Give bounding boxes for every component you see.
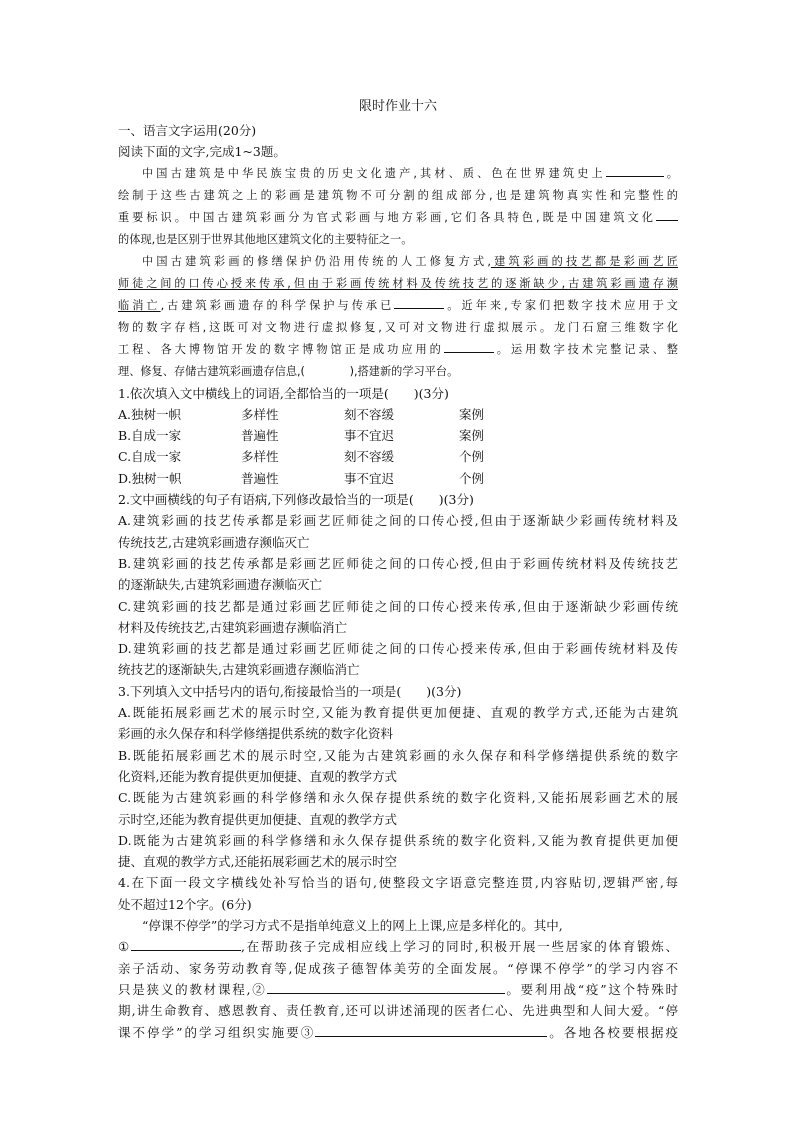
- question-stem: 2.文中画横线的句子有语病,下列修改最恰当的一项是( )(3分): [118, 492, 474, 508]
- option-d-line[interactable]: D.建筑彩画的技艺都是通过彩画艺匠师徒之间的口传心授来传承,但由于彩画传统材料及传: [118, 641, 678, 657]
- q4-text-line: “停课不停学”的学习方式不是指单纯意义上的网上上课,应是多样化的。其中,: [142, 918, 563, 934]
- q4-text-line: [118, 936, 678, 957]
- option-cell: B.自成一家: [118, 428, 182, 444]
- option-b-line[interactable]: 化资料,还能为教育提供更加便捷、直观的教学方式: [118, 768, 397, 784]
- option-b-line[interactable]: 的逐渐缺失,古建筑彩画遗存濒临灭亡: [118, 577, 322, 593]
- option-row-c[interactable]: [118, 446, 678, 467]
- passage-line: 理、修复、存储古建筑彩画遗存信息,( ),搭建新的学习平台。: [118, 364, 459, 378]
- blank-marker: ②: [250, 981, 267, 997]
- q4-text: 课不停学”的学习组织实施要: [118, 1024, 301, 1040]
- option-b-line[interactable]: B.既能拓展彩画艺术的展示时空,又能为古建筑彩画的永久保存和科学修缮提供系统的数字: [118, 747, 678, 763]
- passage-text: 。: [663, 166, 678, 180]
- option-cell: C.自成一家: [118, 449, 182, 465]
- question-stem: 3.下列填入文中括号内的语句,衔接最恰当的一项是( )(3分): [118, 683, 462, 699]
- option-a-line[interactable]: A.建筑彩画的技艺传承都是彩画艺匠师徒之间的口传心授,但由于逐渐缺少彩画传统材料及: [118, 513, 678, 529]
- passage-text: 。近年来,专家们把数字技术应用于文: [444, 298, 678, 312]
- option-cell: 多样性: [241, 449, 279, 465]
- question-stem: 处不超过12个字。(6分): [118, 896, 252, 912]
- fill-blank: [656, 208, 678, 221]
- question-stem: 1.依次填入文中横线上的词语,全都恰当的一项是( )(3分): [118, 385, 449, 401]
- option-c-line[interactable]: C.既能为古建筑彩画的科学修缮和永久保存提供系统的数字化资料,又能拓展彩画艺术的展: [118, 790, 678, 806]
- q4-text: 只是狭义的教材课程,: [118, 981, 251, 997]
- q4-text-line: [118, 979, 678, 1000]
- passage-line: [118, 251, 678, 273]
- option-cell: 刻不容缓: [344, 449, 395, 465]
- passage-line: [118, 295, 678, 317]
- fill-blank: [606, 164, 664, 177]
- option-cell: 案例: [459, 428, 485, 444]
- passage-line: [118, 273, 678, 295]
- option-b-line[interactable]: B.建筑彩画的技艺传承都是彩画艺匠师徒之间的口传心授,但由于彩画传统材料及传统技艺: [118, 555, 678, 571]
- option-a-line[interactable]: 彩画的永久保存和科学修缮提供系统的数字化资料: [118, 726, 394, 742]
- q4-text-line: 期,讲生命教育、感恩教育、责任教育,还可以讲述涌现的医者仁心、先进典型和人间大爱。“停: [118, 1003, 678, 1019]
- reading-passage: [118, 163, 678, 383]
- answer-blank-1[interactable]: [131, 938, 241, 951]
- q4-text: ,在帮助孩子完成相应线上学习的同时,积极开展一些居家的体育锻炼、: [240, 939, 678, 955]
- passage-line: [118, 339, 678, 361]
- passage-text: 重要标识。中国古建筑彩画分为官式彩画与地方彩画,它们各具特色,既是中国建筑文化: [118, 210, 656, 224]
- question-2: [118, 489, 678, 681]
- passage-line: 物的数字存档,这既可对文物进行虚拟修复,又可对文物进行虚拟展示。龙门石窟三维数字化: [118, 320, 678, 334]
- option-a-line[interactable]: 传统技艺,古建筑彩画遗存濒临灭亡: [118, 534, 310, 550]
- passage-line: 绘制于这些古建筑之上的彩画是建筑物不可分割的组成部分,也是建筑物真实性和完整性的: [118, 188, 678, 202]
- option-cell: 普遍性: [241, 470, 279, 486]
- q4-text: 。要利用战“疫”这个特殊时: [504, 981, 678, 997]
- page-title: 限时作业十六: [358, 99, 437, 114]
- option-d-line[interactable]: 捷、直观的教学方式,还能拓展彩画艺术的展示时空: [118, 854, 397, 870]
- passage-text: ,古建筑彩画遗存的科学保护与传承已: [160, 298, 395, 312]
- option-c-line[interactable]: C.建筑彩画的技艺都是通过彩画艺匠师徒之间的口传心授来传承,但由于逐渐缺少彩画传统: [118, 598, 678, 614]
- q4-text: 。各地各校要根据疫: [547, 1024, 678, 1040]
- fill-blank: [444, 340, 494, 353]
- blank-marker: ③: [300, 1024, 316, 1040]
- option-cell: 普遍性: [241, 428, 279, 444]
- passage-line: [118, 163, 678, 185]
- option-c-line[interactable]: 示时空,还能为教育提供更加便捷、直观的教学方式: [118, 811, 397, 827]
- passage-line: 的体现,也是区别于世界其他地区建筑文化的主要特征之一。: [118, 232, 413, 246]
- document-content: [118, 98, 678, 1043]
- underlined-sentence: 临消亡: [118, 298, 161, 312]
- option-cell: 个例: [459, 470, 485, 486]
- passage-text: 中国古建筑是中华民族宝贵的历史文化遗产,其材、质、色在世界建筑史上: [142, 166, 606, 180]
- question-4: [118, 872, 678, 1042]
- option-a-line[interactable]: A.既能拓展彩画艺术的展示时空,又能为教育提供更加便捷、直观的教学方式,还能为古建筑: [118, 705, 678, 721]
- option-cell: 多样性: [241, 406, 279, 422]
- blank-marker: ①: [118, 939, 131, 955]
- option-d-line[interactable]: D.既能为古建筑彩画的科学修缮和永久保存提供系统的数字化资料,又能为教育提供更加便: [118, 832, 678, 848]
- passage-text: 工程、各大博物馆开发的数字博物馆正是成功应用的: [118, 342, 444, 356]
- option-cell: A.独树一帜: [118, 406, 182, 422]
- answer-blank-3[interactable]: [315, 1024, 547, 1037]
- q4-text-line: 亲子活动、家务劳动教育等,促成孩子德智体美劳的全面发展。“停课不停学”的学习内容不: [118, 960, 678, 976]
- option-row-a[interactable]: [118, 404, 678, 425]
- reading-instruction: 阅读下面的文字,完成1~3题。: [118, 144, 286, 160]
- option-cell: 事不宜迟: [344, 470, 395, 486]
- option-cell: 事不宜迟: [344, 428, 395, 444]
- underlined-sentence: 师徒之间的口传心授来传承,但由于彩画传统材料及传统技艺的逐渐缺少,古建筑彩画遗存濒: [118, 276, 678, 290]
- underlined-sentence: 建筑彩画的技艺都是彩画艺匠: [490, 254, 678, 268]
- section-heading: 一、语言文字运用(20分): [118, 123, 257, 138]
- answer-blank-2[interactable]: [267, 981, 505, 994]
- option-c-line[interactable]: 材料及传统技艺,古建筑彩画遗存濒临消亡: [118, 619, 347, 635]
- option-cell: 刻不容缓: [344, 406, 395, 422]
- option-row-d[interactable]: [118, 468, 678, 489]
- question-1: [118, 383, 678, 489]
- option-cell: 案例: [459, 406, 485, 422]
- question-3: [118, 681, 678, 873]
- fill-blank: [394, 296, 444, 309]
- passage-text: 中国古建筑彩画的修缮保护仍沿用传统的人工修复方式,: [142, 254, 491, 268]
- option-d-line[interactable]: 统技艺的逐渐缺失,古建筑彩画遗存濒临消亡: [118, 662, 360, 678]
- option-cell: 个例: [459, 449, 485, 465]
- passage-line: [118, 207, 678, 229]
- option-row-b[interactable]: [118, 425, 678, 446]
- q4-text-line: [118, 1022, 678, 1043]
- passage-text: 。运用数字技术完整记录、整: [493, 342, 678, 356]
- option-cell: D.独树一帜: [118, 470, 182, 486]
- question-stem: 4.在下面一段文字横线处补写恰当的语句,使整段文字语意完整连贯,内容贴切,逻辑严密,每: [118, 875, 678, 891]
